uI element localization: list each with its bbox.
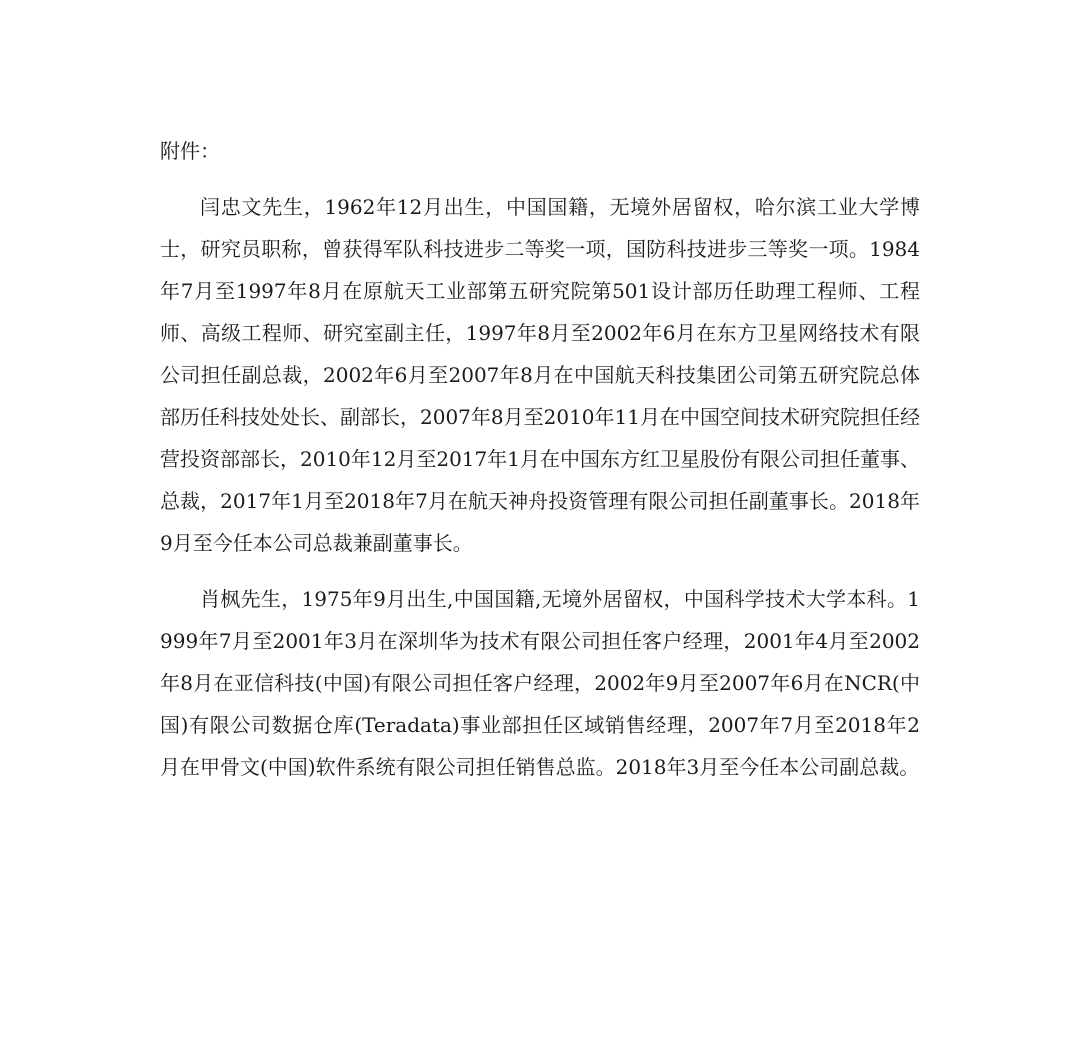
bio-paragraph-xiao-feng: 肖枫先生，1975年9月出生,中国国籍,无境外居留权，中国科学技术大学本科。1999年7月至2001年3月在深圳华为技术有限公司担任客户经理，2001年4月至2002年8月在亚信科技(中国)有限公司担任客户经理，2002年9月至2007年6月在NCR(中国)有限公司数据仓库(Teradata)事业部担任区域销售经理，2007年7月至2018年2月在甲骨文(中国)软件系统有限公司担任销售总监。2018年3月至今任本公司副总裁。 — [160, 587, 920, 779]
bio-paragraph-yan-zhongwen: 闫忠文先生，1962年12月出生，中国国籍，无境外居留权，哈尔滨工业大学博士，研究员职称，曾获得军队科技进步二等奖一项，国防科技进步三等奖一项。1984年7月至1997年8月在原航天工业部第五研究院第501设计部历任助理工程师、工程师、高级工程师、研究室副主任，1997年8月至2002年6月在东方卫星网络技术有限公司担任副总裁，2002年6月至2007年8月在中国航天科技集团公司第五研究院总体部历任科技处处长、副部长，2007年8月至2010年11月在中国空间技术研究院担任经营投资部部长，2010年12月至2017年1月在中国东方红卫星股份有限公司担任董事、总裁，2017年1月至2018年7月在航天神舟投资管理有限公司担任副董事长。2018年9月至今任本公司总裁兼副董事长。 — [160, 195, 920, 555]
document-body — [160, 130, 920, 802]
attachment-heading: 附件： — [160, 139, 220, 163]
